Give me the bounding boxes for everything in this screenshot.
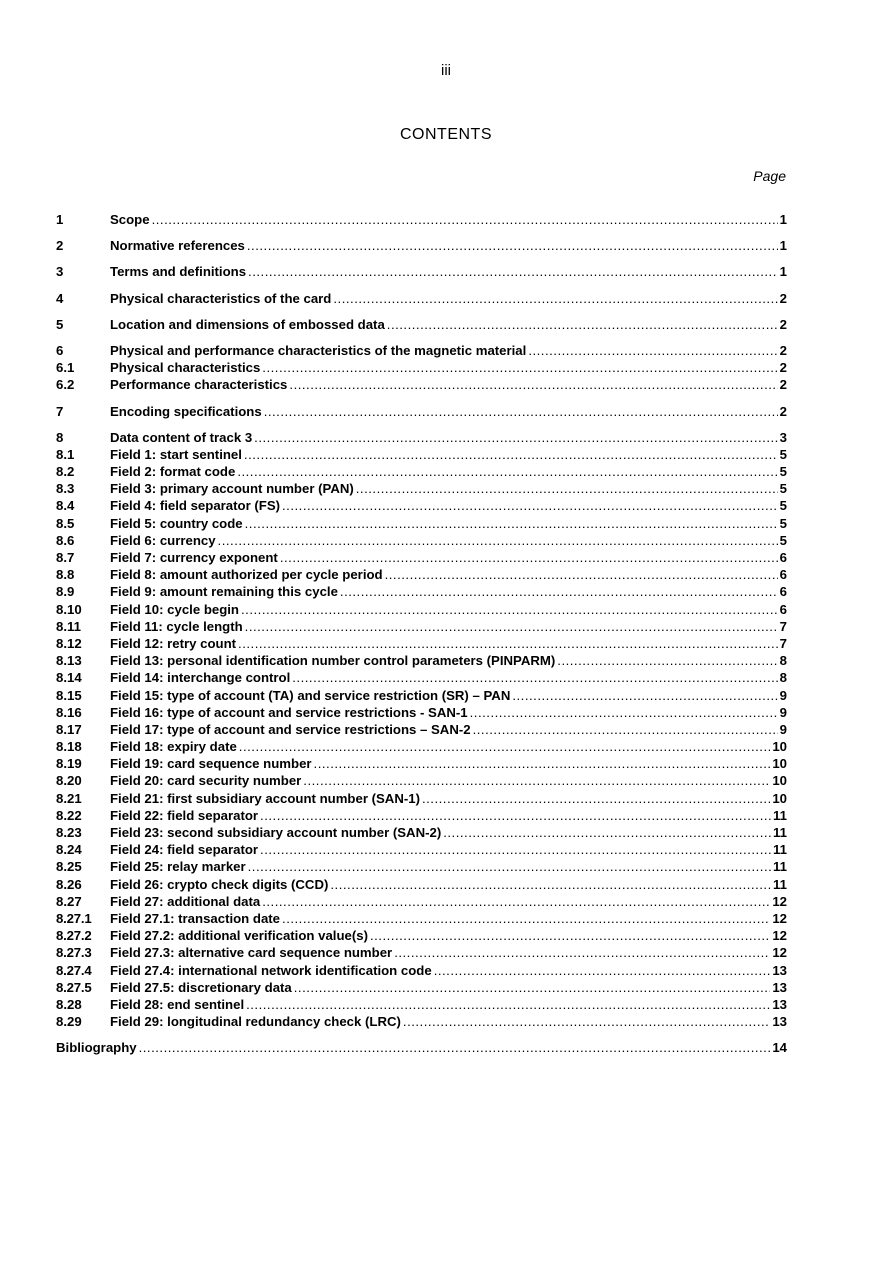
toc-entry[interactable] xyxy=(56,360,787,377)
toc-dot-leader xyxy=(264,404,778,419)
toc-entry-page: 9 xyxy=(779,704,787,720)
toc-entry-title[interactable]: Field 27.3: alternative card sequence number xyxy=(110,945,393,961)
toc-entry-title[interactable]: Field 15: type of account (TA) and service restriction (SR) – PAN xyxy=(110,687,511,703)
toc-entry[interactable] xyxy=(56,447,787,464)
toc-entry-title[interactable]: Field 24: field separator xyxy=(110,842,259,858)
toc-entry[interactable] xyxy=(56,791,787,808)
toc-dot-leader xyxy=(443,825,771,840)
toc-entry-title[interactable]: Field 6: currency xyxy=(110,532,216,548)
toc-entry-number: 8 xyxy=(56,429,64,445)
toc-entry-page: 13 xyxy=(772,1014,787,1030)
toc-entry-title[interactable]: Field 20: card security number xyxy=(110,773,302,789)
toc-entry-page: 8 xyxy=(779,670,787,686)
toc-entry[interactable] xyxy=(56,980,787,997)
toc-entry-number: 8.27.5 xyxy=(56,979,92,995)
toc-entry[interactable] xyxy=(56,945,787,962)
toc-entry-title[interactable]: Field 3: primary account number (PAN) xyxy=(110,481,354,497)
toc-entry-number: 8.2 xyxy=(56,464,75,480)
page-column-label: Page xyxy=(753,168,786,184)
toc-dot-leader xyxy=(330,877,771,892)
toc-dot-leader xyxy=(303,773,770,788)
toc-entry-page: 6 xyxy=(779,550,787,565)
toc-entry[interactable] xyxy=(56,859,787,876)
toc-entry-page: 10 xyxy=(772,790,787,806)
toc-dot-leader xyxy=(262,894,770,909)
toc-entry-number: 8.14 xyxy=(56,670,82,686)
toc-dot-leader xyxy=(239,739,771,754)
toc-entry[interactable] xyxy=(56,533,787,550)
toc-dot-leader xyxy=(241,602,778,617)
toc-dot-leader xyxy=(528,343,777,358)
toc-dot-leader xyxy=(387,317,778,332)
toc-dot-leader xyxy=(422,791,770,806)
toc-entry-page: 2 xyxy=(779,316,787,332)
toc-entry-page: 2 xyxy=(779,403,787,419)
toc-entry-title[interactable]: Field 26: crypto check digits (CCD) xyxy=(110,876,329,892)
toc-entry[interactable] xyxy=(56,343,787,360)
toc-entry-page: 13 xyxy=(772,962,787,978)
toc-entry-page: 1 xyxy=(779,264,787,280)
toc-entry-page: 5 xyxy=(779,532,787,548)
toc-entry[interactable] xyxy=(56,842,787,859)
toc-entry-title[interactable]: Physical and performance characteristics of the magnetic material xyxy=(110,342,527,358)
toc-entry[interactable] xyxy=(56,636,787,653)
toc-entry[interactable] xyxy=(56,567,787,584)
toc-entry-title[interactable]: Encoding specifications xyxy=(110,403,262,419)
toc-entry-number: 8.5 xyxy=(56,515,75,531)
toc-entry-number: 8.27.3 xyxy=(56,945,92,961)
toc-entry[interactable] xyxy=(56,481,787,498)
toc-dot-leader xyxy=(512,688,777,703)
toc-entry-title[interactable]: Field 14: interchange control xyxy=(110,670,291,686)
toc-entry[interactable] xyxy=(56,705,787,722)
toc-entry-number: 3 xyxy=(56,264,64,280)
toc-dot-leader xyxy=(280,550,778,565)
toc-entry-number: 8.27.1 xyxy=(56,910,92,926)
toc-entry-number: 6.2 xyxy=(56,377,75,393)
toc-entry-page: 6 xyxy=(779,567,787,583)
toc-entry-page: 5 xyxy=(779,481,787,497)
toc-entry-page: 10 xyxy=(772,773,787,789)
toc-entry-title[interactable]: Field 11: cycle length xyxy=(110,618,243,634)
toc-dot-leader xyxy=(294,980,771,995)
toc-entry[interactable] xyxy=(56,722,787,739)
toc-entry-number: 8.29 xyxy=(56,1014,82,1030)
toc-entry-number: 8.26 xyxy=(56,876,82,892)
toc-entry-title[interactable]: Field 4: field separator (FS) xyxy=(110,498,281,514)
toc-entry[interactable] xyxy=(56,238,787,255)
toc-entry-page: 5 xyxy=(779,464,787,480)
toc-entry[interactable] xyxy=(56,516,787,533)
toc-entry-title[interactable]: Normative references xyxy=(110,238,245,254)
toc-dot-leader xyxy=(247,238,778,253)
toc-dot-leader xyxy=(218,533,778,548)
toc-dot-leader xyxy=(356,481,778,496)
toc-entry-number: 8.22 xyxy=(56,807,82,823)
contents-heading: CONTENTS xyxy=(400,126,492,143)
toc-entry-number: 6 xyxy=(56,342,64,358)
toc-entry-number: 8.15 xyxy=(56,687,82,703)
toc-entry-page: 5 xyxy=(779,446,787,462)
toc-entry-page: 10 xyxy=(772,756,787,772)
toc-entry-title[interactable]: Field 12: retry count xyxy=(110,635,237,651)
toc-entry-page: 12 xyxy=(772,893,787,909)
toc-entry-page: 2 xyxy=(779,377,787,393)
toc-dot-leader xyxy=(473,722,778,737)
toc-entry-page: 2 xyxy=(779,342,787,358)
toc-entry-number: 8.27.4 xyxy=(56,962,92,978)
toc-entry-number: 4 xyxy=(56,290,64,306)
toc-entry-number: 5 xyxy=(56,316,64,332)
toc-entry-title[interactable]: Field 10: cycle begin xyxy=(110,601,239,617)
toc-dot-leader xyxy=(470,705,778,720)
toc-entry[interactable] xyxy=(56,584,787,601)
toc-entry-number: 8.11 xyxy=(56,618,81,634)
toc-entry-number: 8.9 xyxy=(56,584,75,600)
toc-entry-title[interactable]: Field 5: country code xyxy=(110,515,243,531)
toc-entry-number: 8.20 xyxy=(56,773,82,789)
toc-entry-number: 8.1 xyxy=(56,446,75,462)
toc-entry[interactable] xyxy=(56,928,787,945)
toc-dot-leader xyxy=(292,670,777,685)
toc-entry[interactable] xyxy=(56,550,787,567)
toc-dot-leader xyxy=(557,653,777,668)
toc-entry-page: 3 xyxy=(779,429,787,445)
toc-dot-leader xyxy=(260,842,771,857)
toc-entry-number: 8.27.2 xyxy=(56,928,92,944)
toc-dot-leader xyxy=(248,264,778,279)
toc-entry-page: 5 xyxy=(779,498,787,514)
toc-entry-page: 1 xyxy=(779,238,787,254)
toc-entry[interactable] xyxy=(56,825,787,842)
toc-entry[interactable] xyxy=(56,911,787,928)
toc-entry-number: 8.7 xyxy=(56,550,75,565)
toc-entry-title[interactable]: Performance characteristics xyxy=(110,377,288,393)
toc-dot-leader xyxy=(260,808,771,823)
toc-entry-number: 6.1 xyxy=(56,360,75,376)
toc-entry-number: 8.19 xyxy=(56,756,82,772)
toc-entry[interactable] xyxy=(56,212,787,229)
toc-entry[interactable] xyxy=(56,464,787,481)
toc-entry-title[interactable]: Field 17: type of account and service restrictions – SAN-2 xyxy=(110,721,471,737)
toc-entry[interactable] xyxy=(56,688,787,705)
toc-dot-leader xyxy=(244,447,778,462)
toc-entry-number: 8.10 xyxy=(56,601,82,617)
toc-dot-leader xyxy=(246,997,770,1012)
toc-entry-title[interactable]: Physical characteristics of the card xyxy=(110,290,332,306)
toc-entry-title[interactable]: Field 8: amount authorized per cycle period xyxy=(110,567,383,583)
toc-entry[interactable] xyxy=(56,377,787,394)
toc-entry[interactable] xyxy=(56,1014,787,1031)
toc-entry-title[interactable]: Field 27: additional data xyxy=(110,893,261,909)
toc-dot-leader xyxy=(314,756,771,771)
toc-entry-page: 12 xyxy=(772,945,787,961)
toc-entry-number: 8.12 xyxy=(56,635,82,651)
toc-entry[interactable] xyxy=(56,997,787,1014)
toc-entry-number: 8.25 xyxy=(56,859,82,875)
toc-entry-number: 8.16 xyxy=(56,704,82,720)
toc-dot-leader xyxy=(282,498,778,513)
toc-entry[interactable] xyxy=(56,773,787,790)
toc-entry-page: 11 xyxy=(773,842,787,858)
toc-entry[interactable] xyxy=(56,653,787,670)
toc-entry-title[interactable]: Data content of track 3 xyxy=(110,429,253,445)
toc-entry[interactable] xyxy=(56,739,787,756)
toc-entry-page: 8 xyxy=(779,653,787,669)
toc-dot-leader xyxy=(333,291,777,306)
toc-entry-page: 11 xyxy=(773,807,787,823)
toc-entry-title[interactable]: Physical characteristics xyxy=(110,360,261,376)
toc-entry[interactable] xyxy=(56,404,787,421)
toc-dot-leader xyxy=(245,516,778,531)
toc-entry[interactable] xyxy=(56,498,787,515)
toc-dot-leader xyxy=(238,636,778,651)
toc-entry-title[interactable]: Field 16: type of account and service restrictions - SAN-1 xyxy=(110,704,468,720)
page-roman-number: iii xyxy=(441,62,451,79)
toc-entry[interactable] xyxy=(56,670,787,687)
toc-entry-number: 8.27 xyxy=(56,893,82,909)
toc-entry-number: 7 xyxy=(56,403,64,419)
toc-entry-title[interactable]: Field 28: end sentinel xyxy=(110,996,245,1012)
toc-entry-page: 13 xyxy=(772,996,787,1012)
toc-entry-title[interactable]: Field 13: personal identification number control parameters (PINPARM) xyxy=(110,653,556,669)
toc-entry[interactable] xyxy=(56,963,787,980)
toc-entry-number: 8.3 xyxy=(56,481,75,497)
toc-entry-title[interactable]: Bibliography xyxy=(56,1040,137,1056)
toc-dot-leader xyxy=(394,945,770,960)
toc-entry-title[interactable]: Field 22: field separator xyxy=(110,807,259,823)
toc-entry[interactable] xyxy=(56,602,787,619)
toc-entry-page: 10 xyxy=(772,739,787,755)
toc-entry-page: 6 xyxy=(779,584,787,600)
toc-entry-title[interactable]: Location and dimensions of embossed data xyxy=(110,316,385,332)
toc-dot-leader xyxy=(385,567,778,582)
toc-entry-title[interactable]: Field 7: currency exponent xyxy=(110,550,278,565)
toc-entry-title[interactable]: Field 29: longitudinal redundancy check (LRC) xyxy=(110,1014,401,1030)
toc-entry-number: 8.13 xyxy=(56,653,82,669)
toc-entry[interactable] xyxy=(56,317,787,334)
toc-entry-title[interactable]: Field 27.1: transaction date xyxy=(110,910,281,926)
toc-entry-page: 14 xyxy=(772,1040,787,1056)
toc-entry[interactable] xyxy=(56,756,787,773)
toc-entry-title[interactable]: Terms and definitions xyxy=(110,264,247,280)
toc-entry-title[interactable]: Field 23: second subsidiary account number (SAN-2) xyxy=(110,825,442,840)
toc-entry-page: 2 xyxy=(779,360,787,376)
toc-entry-title[interactable]: Field 25: relay marker xyxy=(110,859,246,875)
toc-dot-leader xyxy=(254,430,777,445)
toc-entry-number: 8.6 xyxy=(56,532,75,548)
toc-entry[interactable] xyxy=(56,430,787,447)
toc-entry-number: 8.17 xyxy=(56,721,82,737)
toc-entry-number: 8.23 xyxy=(56,825,82,840)
toc-entry-number: 8.28 xyxy=(56,996,82,1012)
toc-dot-leader xyxy=(248,859,771,874)
toc-entry-page: 11 xyxy=(773,876,787,892)
toc-entry-page: 12 xyxy=(772,910,787,926)
toc-entry-page: 9 xyxy=(779,721,787,737)
toc-entry-number: 8.21 xyxy=(56,790,82,806)
toc-entry-bibliography[interactable] xyxy=(56,1040,787,1057)
toc-entry[interactable] xyxy=(56,291,787,308)
toc-dot-leader xyxy=(282,911,770,926)
toc-entry-number: 8.24 xyxy=(56,842,82,858)
toc-entry[interactable] xyxy=(56,877,787,894)
toc-entry-title[interactable]: Field 9: amount remaining this cycle xyxy=(110,584,338,600)
toc-entry-page: 7 xyxy=(779,635,787,651)
toc-dot-leader xyxy=(262,360,777,375)
toc-entry-title[interactable]: Field 1: start sentinel xyxy=(110,446,242,462)
toc-dot-leader xyxy=(245,619,778,634)
toc-entry-number: 8.18 xyxy=(56,739,82,755)
toc-entry[interactable] xyxy=(56,894,787,911)
toc-entry-page: 7 xyxy=(779,618,787,634)
toc-entry-title[interactable]: Field 27.4: international network identification code xyxy=(110,962,432,978)
toc-dot-leader xyxy=(289,377,777,392)
toc-entry-page: 9 xyxy=(779,687,787,703)
toc-entry-title[interactable]: Field 21: first subsidiary account number (SAN-1) xyxy=(110,790,420,806)
toc-dot-leader xyxy=(139,1040,771,1055)
toc-entry-number: 8.4 xyxy=(56,498,75,514)
toc-entry-title[interactable]: Field 19: card sequence number xyxy=(110,756,312,772)
toc-entry-title[interactable]: Field 18: expiry date xyxy=(110,739,237,755)
toc-entry-title[interactable]: Field 27.2: additional verification value(s) xyxy=(110,928,368,944)
toc-entry-page: 13 xyxy=(772,979,787,995)
toc-dot-leader xyxy=(237,464,777,479)
toc-entry-title[interactable]: Scope xyxy=(110,212,150,227)
toc-entry-page: 5 xyxy=(779,515,787,531)
table-of-contents xyxy=(56,212,787,1057)
toc-dot-leader xyxy=(434,963,771,978)
toc-entry-page: 6 xyxy=(779,601,787,617)
toc-entry-number: 1 xyxy=(56,212,64,227)
toc-entry-number: 8.8 xyxy=(56,567,75,583)
toc-entry-page: 12 xyxy=(772,928,787,944)
toc-entry-page: 1 xyxy=(779,212,787,227)
toc-entry-title[interactable]: Field 2: format code xyxy=(110,464,236,480)
toc-dot-leader xyxy=(403,1014,770,1029)
toc-entry-title[interactable]: Field 27.5: discretionary data xyxy=(110,979,292,995)
toc-entry[interactable] xyxy=(56,619,787,636)
toc-entry[interactable] xyxy=(56,808,787,825)
toc-entry-page: 11 xyxy=(773,825,787,840)
toc-entry-number: 2 xyxy=(56,238,64,254)
toc-dot-leader xyxy=(370,928,770,943)
toc-dot-leader xyxy=(340,584,778,599)
toc-entry[interactable] xyxy=(56,264,787,281)
toc-dot-leader xyxy=(152,212,778,227)
toc-entry-page: 2 xyxy=(779,290,787,306)
toc-entry-page: 11 xyxy=(773,859,787,875)
